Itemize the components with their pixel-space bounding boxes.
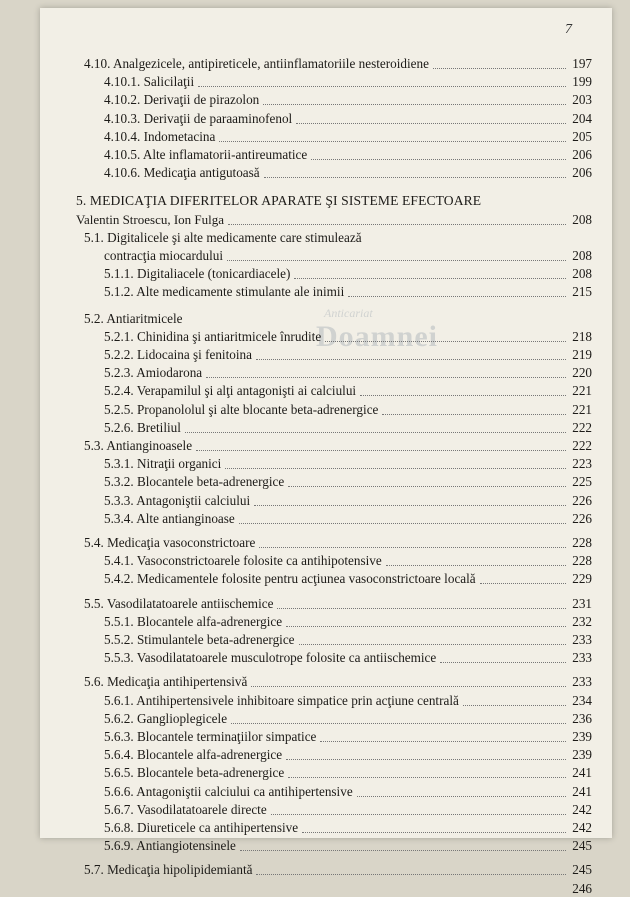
toc-entry	[40, 553, 612, 569]
toc-entry	[40, 129, 612, 145]
toc-entry	[40, 365, 612, 381]
toc-leader-dots	[259, 547, 566, 548]
toc-entry-page: 228	[572, 553, 592, 569]
toc-entry-page: 229	[572, 571, 592, 587]
toc-entry	[40, 193, 612, 209]
toc-entry	[40, 784, 612, 800]
toc-entry	[40, 820, 612, 836]
toc-leader-dots	[294, 278, 566, 279]
toc-entry	[40, 693, 612, 709]
toc-entry	[40, 212, 612, 228]
toc-entry-page: 208	[572, 211, 592, 227]
toc-entry	[40, 571, 612, 587]
toc-leader-dots	[239, 523, 566, 524]
toc-entry	[40, 493, 612, 509]
toc-entry-title: 5.6.5. Blocantele beta-adrenergice	[104, 765, 285, 781]
toc-leader-dots	[382, 414, 566, 415]
toc-entry	[40, 165, 612, 181]
toc-entry	[40, 632, 612, 648]
toc-entry-page: 199	[572, 74, 592, 90]
toc-entry-page: 228	[572, 535, 592, 550]
toc-entry-title: 5.4.1. Vasoconstrictoarele folosite ca antihipotensive	[104, 553, 382, 569]
toc-entry-title: 5.1.1. Digitaliacele (tonicardiacele)	[104, 266, 291, 282]
toc-leader-dots	[196, 450, 566, 451]
toc-leader-dots	[386, 565, 566, 566]
toc-entry-title: 5.6.8. Diureticele ca antihipertensive	[104, 820, 299, 835]
watermark-line2: Doamnei	[316, 320, 438, 353]
toc-leader-dots	[254, 505, 566, 506]
toc-entry-title: contracţia miocardului	[104, 248, 224, 263]
toc-leader-dots	[185, 432, 566, 433]
toc-entry-title: 5.2.6. Bretiliul	[104, 419, 181, 435]
toc-entry-title: 4.10.6. Medicaţia antigutoasă	[104, 165, 260, 181]
toc-leader-dots	[360, 395, 566, 396]
toc-entry-title: 5.6.4. Blocantele alfa-adrenergice	[104, 747, 283, 763]
toc-entry-title: 5.5. Vasodilatatoarele antiischemice	[84, 595, 274, 611]
toc-leader-dots	[286, 626, 566, 627]
toc-leader-dots	[320, 741, 566, 742]
toc-entry-page: 208	[572, 266, 592, 282]
toc-entry-title: 5. MEDICAŢIA DIFERITELOR APARATE ŞI SISTEME EFECTOARE	[76, 193, 482, 209]
toc-entry-title: 5.4.2. Medicamentele folosite pentru acţiunea vasoconstrictoare locală	[104, 571, 476, 587]
toc-leader-dots	[288, 777, 566, 778]
toc-entry-page: 218	[572, 328, 592, 344]
toc-entry-page: 242	[572, 820, 592, 835]
toc-entry-title: Valentin Stroescu, Ion Fulga	[76, 211, 225, 227]
toc-entry-page: 221	[572, 383, 592, 399]
toc-entry	[40, 650, 612, 666]
watermark-line1: Anticariat	[324, 306, 373, 320]
toc-entry	[40, 284, 612, 300]
toc-entry-page: 241	[572, 783, 592, 799]
toc-entry	[40, 311, 612, 327]
toc-entry-title: 4.10. Analgezicele, antipireticele, antiinflamatoriile nesteroidiene	[84, 56, 429, 71]
toc-entry	[40, 402, 612, 418]
toc-entry-title: 5.3.2. Blocantele beta-adrenergice	[104, 474, 285, 490]
toc-entry-title: 5.2.5. Propanololul şi alte blocante beta-adrenergice	[104, 401, 379, 417]
toc-entry-page: 239	[572, 729, 592, 744]
toc-leader-dots	[480, 583, 566, 584]
toc-entry	[40, 596, 612, 612]
toc-leader-dots	[271, 814, 566, 815]
toc-leader-dots	[311, 159, 566, 160]
toc-entry	[40, 383, 612, 399]
toc-entry-page: 206	[572, 147, 592, 162]
toc-entry	[40, 862, 612, 878]
page-number: 7	[565, 22, 572, 37]
toc-leader-dots	[219, 141, 566, 142]
toc-entry-title: 5.6.2. Ganglioplegicele	[104, 710, 228, 726]
toc-entry	[40, 511, 612, 527]
toc-leader-dots	[198, 86, 566, 87]
toc-entry-page: 204	[572, 110, 592, 126]
toc-entry-title: 5.5.3. Vasodilatatoarele musculotrope folosite ca antiischemice	[104, 650, 437, 666]
toc-entry-page: 205	[572, 128, 592, 144]
toc-leader-dots	[256, 359, 566, 360]
toc-entry	[40, 474, 612, 490]
toc-leader-dots	[463, 705, 566, 706]
toc-entry-title: 4.10.3. Derivaţii de paraaminofenol	[104, 110, 293, 126]
toc-leader-dots	[348, 296, 566, 297]
toc-leader-dots	[240, 850, 566, 851]
toc-entry-page: 223	[572, 456, 592, 472]
toc-entry-page: 241	[572, 765, 592, 781]
toc-entry-title: 5.6. Medicaţia antihipertensivă	[84, 674, 248, 690]
toc-leader-dots	[264, 177, 566, 178]
toc-entry	[40, 248, 612, 264]
toc-entry-page: 231	[572, 595, 592, 611]
toc-leader-dots	[251, 686, 566, 687]
toc-entry-title: 5.6.9. Antiangiotensinele	[104, 838, 236, 854]
toc-entry-page: 222	[572, 438, 592, 453]
toc-entry-title: 5.6.7. Vasodilatatoarele directe	[104, 801, 267, 817]
toc-entry-page: 232	[572, 613, 592, 629]
toc-entry-page: 225	[572, 474, 592, 490]
toc-entry-page: 246	[572, 880, 592, 896]
toc-entry-title: 5.6.1. Antihipertensivele inhibitoare simpatice prin acţiune centrală	[104, 692, 459, 708]
toc-entry	[40, 535, 612, 551]
toc-entry-page: 245	[572, 862, 592, 878]
toc-entry-title: 5.1. Digitalicele şi alte medicamente care stimulează	[84, 229, 362, 245]
toc-leader-dots	[433, 68, 566, 69]
toc-entry	[40, 74, 612, 90]
toc-entry-page: 208	[572, 248, 592, 263]
toc-entry	[40, 56, 612, 72]
toc-entry	[40, 230, 612, 246]
toc-leader-dots	[228, 224, 566, 225]
toc-entry-page: 233	[572, 650, 592, 666]
toc-entry-title: 5.5.2. Stimulantele beta-adrenergice	[104, 632, 295, 647]
toc-entry-page: 203	[572, 92, 592, 108]
toc-leader-dots	[299, 644, 566, 645]
toc-entry-title: 5.5.1. Blocantele alfa-adrenergice	[104, 613, 283, 629]
toc-leader-dots	[286, 759, 566, 760]
toc-entry-page: 233	[572, 674, 592, 690]
toc-entry-title: 5.6.6. Antagoniştii calciului ca antihipertensive	[104, 783, 353, 799]
toc-leader-dots	[231, 723, 566, 724]
toc-leader-dots	[227, 260, 566, 261]
toc-leader-dots	[225, 468, 566, 469]
toc-entry-title: 4.10.1. Salicilaţii	[104, 74, 195, 90]
toc-leader-dots	[263, 104, 566, 105]
toc-leader-dots	[302, 832, 566, 833]
toc-entry-page: 234	[572, 692, 592, 708]
toc-entry	[40, 711, 612, 727]
toc-entry-page: 242	[572, 801, 592, 817]
toc-entry	[40, 674, 612, 690]
toc-entry	[40, 92, 612, 108]
toc-entry-page: 233	[572, 632, 592, 647]
toc-entry	[40, 420, 612, 436]
toc-entry	[40, 765, 612, 781]
toc-entry-title: 5.2.3. Amiodarona	[104, 365, 203, 381]
toc-leader-dots	[256, 874, 566, 875]
toc-entry-title: 5.2.1. Chinidina şi antiaritmicele înrudite	[104, 328, 322, 344]
toc-entry	[40, 329, 612, 345]
toc-entry	[40, 438, 612, 454]
toc-entry-page: 226	[572, 510, 592, 526]
toc-leader-dots	[325, 341, 566, 342]
toc-entry-title: 5.3.3. Antagoniştii calciului	[104, 492, 251, 508]
toc-entry	[40, 881, 612, 897]
toc-leader-dots	[288, 486, 566, 487]
toc-entry	[40, 147, 612, 163]
toc-entry-title: 5.3. Antianginoasele	[84, 438, 193, 453]
toc-entry-title: 4.10.2. Derivaţii de pirazolon	[104, 92, 260, 108]
toc-entry	[40, 347, 612, 363]
toc-entry	[40, 614, 612, 630]
toc-entry	[40, 111, 612, 127]
toc-entry-title: 4.10.4. Indometacina	[104, 128, 216, 144]
book-page	[40, 8, 612, 896]
toc-entry	[40, 266, 612, 282]
toc-entry-title: 5.7. Medicaţia hipolipidemiantă	[84, 862, 253, 878]
toc-entry-page: 221	[572, 401, 592, 417]
toc-leader-dots	[440, 662, 566, 663]
toc-leader-dots	[296, 123, 566, 124]
toc-entry-page: 222	[572, 419, 592, 435]
toc-entry-title: 4.10.5. Alte inflamatorii-antireumatice	[104, 147, 308, 162]
toc-entry-page: 245	[572, 838, 592, 854]
toc-entry-title: 5.3.1. Nitraţii organici	[104, 456, 222, 472]
toc-entry-title: 5.2.2. Lidocaina şi fenitoina	[104, 347, 252, 362]
toc-entry-title: 5.2.4. Verapamilul şi alţi antagonişti ai calciului	[104, 383, 357, 399]
toc-entry-title: 5.2. Antiaritmicele	[84, 310, 183, 326]
toc-entry-title: 5.1.2. Alte medicamente stimulante ale inimii	[104, 284, 345, 300]
toc-entry	[40, 729, 612, 745]
toc-entry	[40, 838, 612, 854]
toc-entry	[40, 456, 612, 472]
toc-entry-page: 220	[572, 365, 592, 381]
toc-entry-title: 5.3.4. Alte antianginoase	[104, 510, 235, 526]
toc-entry	[40, 747, 612, 763]
toc-leader-dots	[206, 377, 566, 378]
toc-leader-dots	[277, 608, 566, 609]
toc-entry-page: 215	[572, 284, 592, 300]
toc-entry-page: 219	[572, 347, 592, 362]
toc-entry-page: 206	[572, 165, 592, 181]
toc-entry	[40, 802, 612, 818]
toc-entry-title: 5.4. Medicaţia vasoconstrictoare	[84, 535, 256, 550]
toc-entry-title: 5.6.3. Blocantele terminaţiilor simpatice	[104, 729, 317, 744]
toc-entry-page: 236	[572, 710, 592, 726]
toc-entry-page: 239	[572, 747, 592, 763]
toc-entry-page: 226	[572, 492, 592, 508]
toc-leader-dots	[357, 796, 566, 797]
toc-entry-page: 197	[572, 56, 592, 71]
